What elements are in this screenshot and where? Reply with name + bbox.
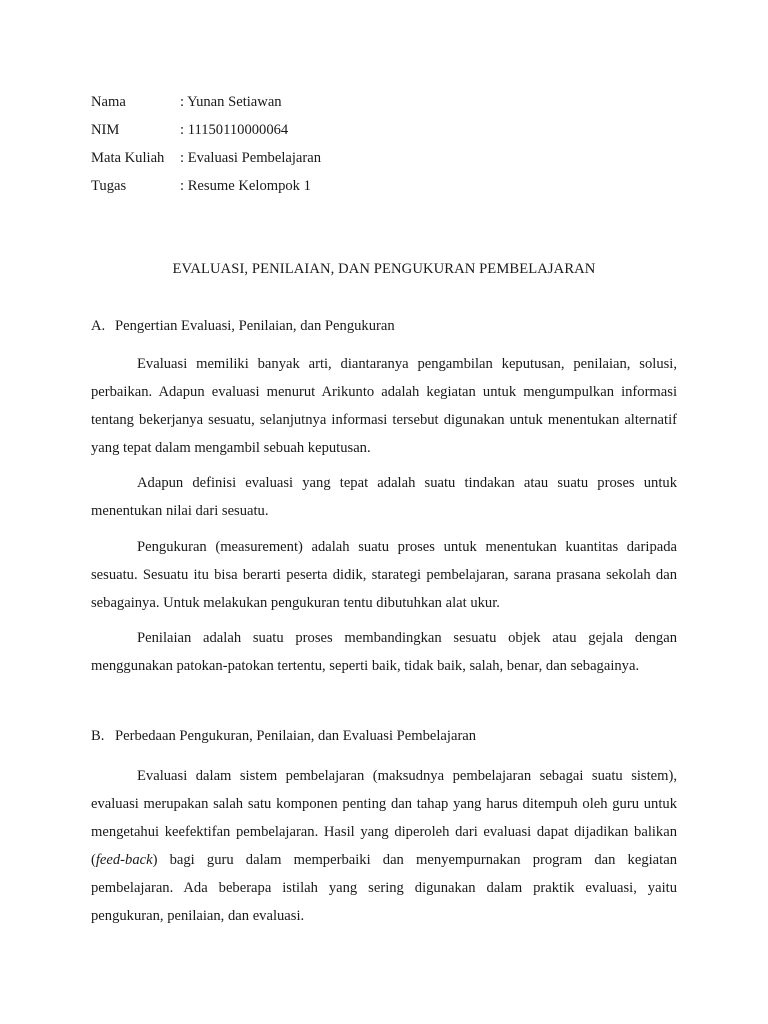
section-a-heading (91, 318, 395, 335)
paragraph: Evaluasi memiliki banyak arti, diantaranya pengambilan keputusan, penilaian, solusi, perbaikan. Adapun evaluasi menurut Arikunto adalah kegiatan untuk mengumpulkan informasi tentang bekerjanya sesuatu, selanjutnya informasi tersebut digunakan untuk menentukan alternatif yang tepat dalam mengambil sebuah keputusan. (91, 356, 677, 456)
identity-value: : Evaluasi Pembelajaran (180, 150, 322, 166)
section-heading-text: Perbedaan Pengukuran, Penilaian, dan Evaluasi Pembelajaran (115, 728, 477, 744)
identity-row-task (91, 176, 491, 204)
paragraph-text: ) bagi guru dalam memperbaiki dan menyempurnakan program dan kegiatan pembelajaran. Ada beberapa istilah yang sering digunakan dalam praktik evaluasi, yaitu pengukuran, penilaian, dan evaluasi. (91, 852, 677, 924)
document-title: EVALUASI, PENILAIAN, DAN PENGUKURAN PEMBELAJARAN (172, 261, 596, 277)
identity-label: Tugas (91, 178, 127, 194)
identity-label: Mata Kuliah (91, 150, 165, 166)
identity-value: : 11150110000064 (180, 122, 289, 138)
paragraph: Pengukuran (measurement) adalah suatu proses untuk menentukan kuantitas daripada sesuatu. Sesuatu itu bisa berarti peserta didik, starategi pembelajaran, sarana prasana sekolah dan sebagainya. Untuk melakukan pengukuran tentu dibutuhkan alat ukur. (91, 539, 677, 611)
section-letter: A. (91, 318, 106, 334)
section-letter: B. (91, 728, 105, 744)
identity-block (91, 92, 491, 204)
identity-row-name (91, 92, 491, 120)
identity-row-nim (91, 120, 491, 148)
section-heading-text: Pengertian Evaluasi, Penilaian, dan Pengukuran (115, 318, 395, 334)
identity-label: NIM (91, 122, 120, 138)
italic-term: feed-back (95, 852, 153, 868)
identity-value: : Yunan Setiawan (180, 94, 282, 110)
identity-row-course (91, 148, 491, 176)
paragraph (91, 762, 677, 930)
paragraph: Penilaian adalah suatu proses membandingkan sesuatu objek atau gejala dengan menggunakan patokan-patokan tertentu, seperti baik, tidak baik, salah, benar, dan sebagainya. (91, 630, 677, 674)
identity-value: : Resume Kelompok 1 (180, 178, 311, 194)
paragraph: Adapun definisi evaluasi yang tepat adalah suatu tindakan atau suatu proses untuk menentukan nilai dari sesuatu. (91, 475, 677, 519)
identity-label: Nama (91, 94, 126, 110)
section-b-heading (91, 728, 476, 745)
paragraph-text: Evaluasi dalam sistem pembelajaran (maksudnya pembelajaran sebagai suatu sistem), evaluasi merupakan salah satu komponen penting dan tahap yang harus ditempuh oleh guru untuk mengetahui keefektifan pembelajaran. Hasil yang diperoleh dari evaluasi dapat dijadikan balikan ( (91, 768, 677, 868)
